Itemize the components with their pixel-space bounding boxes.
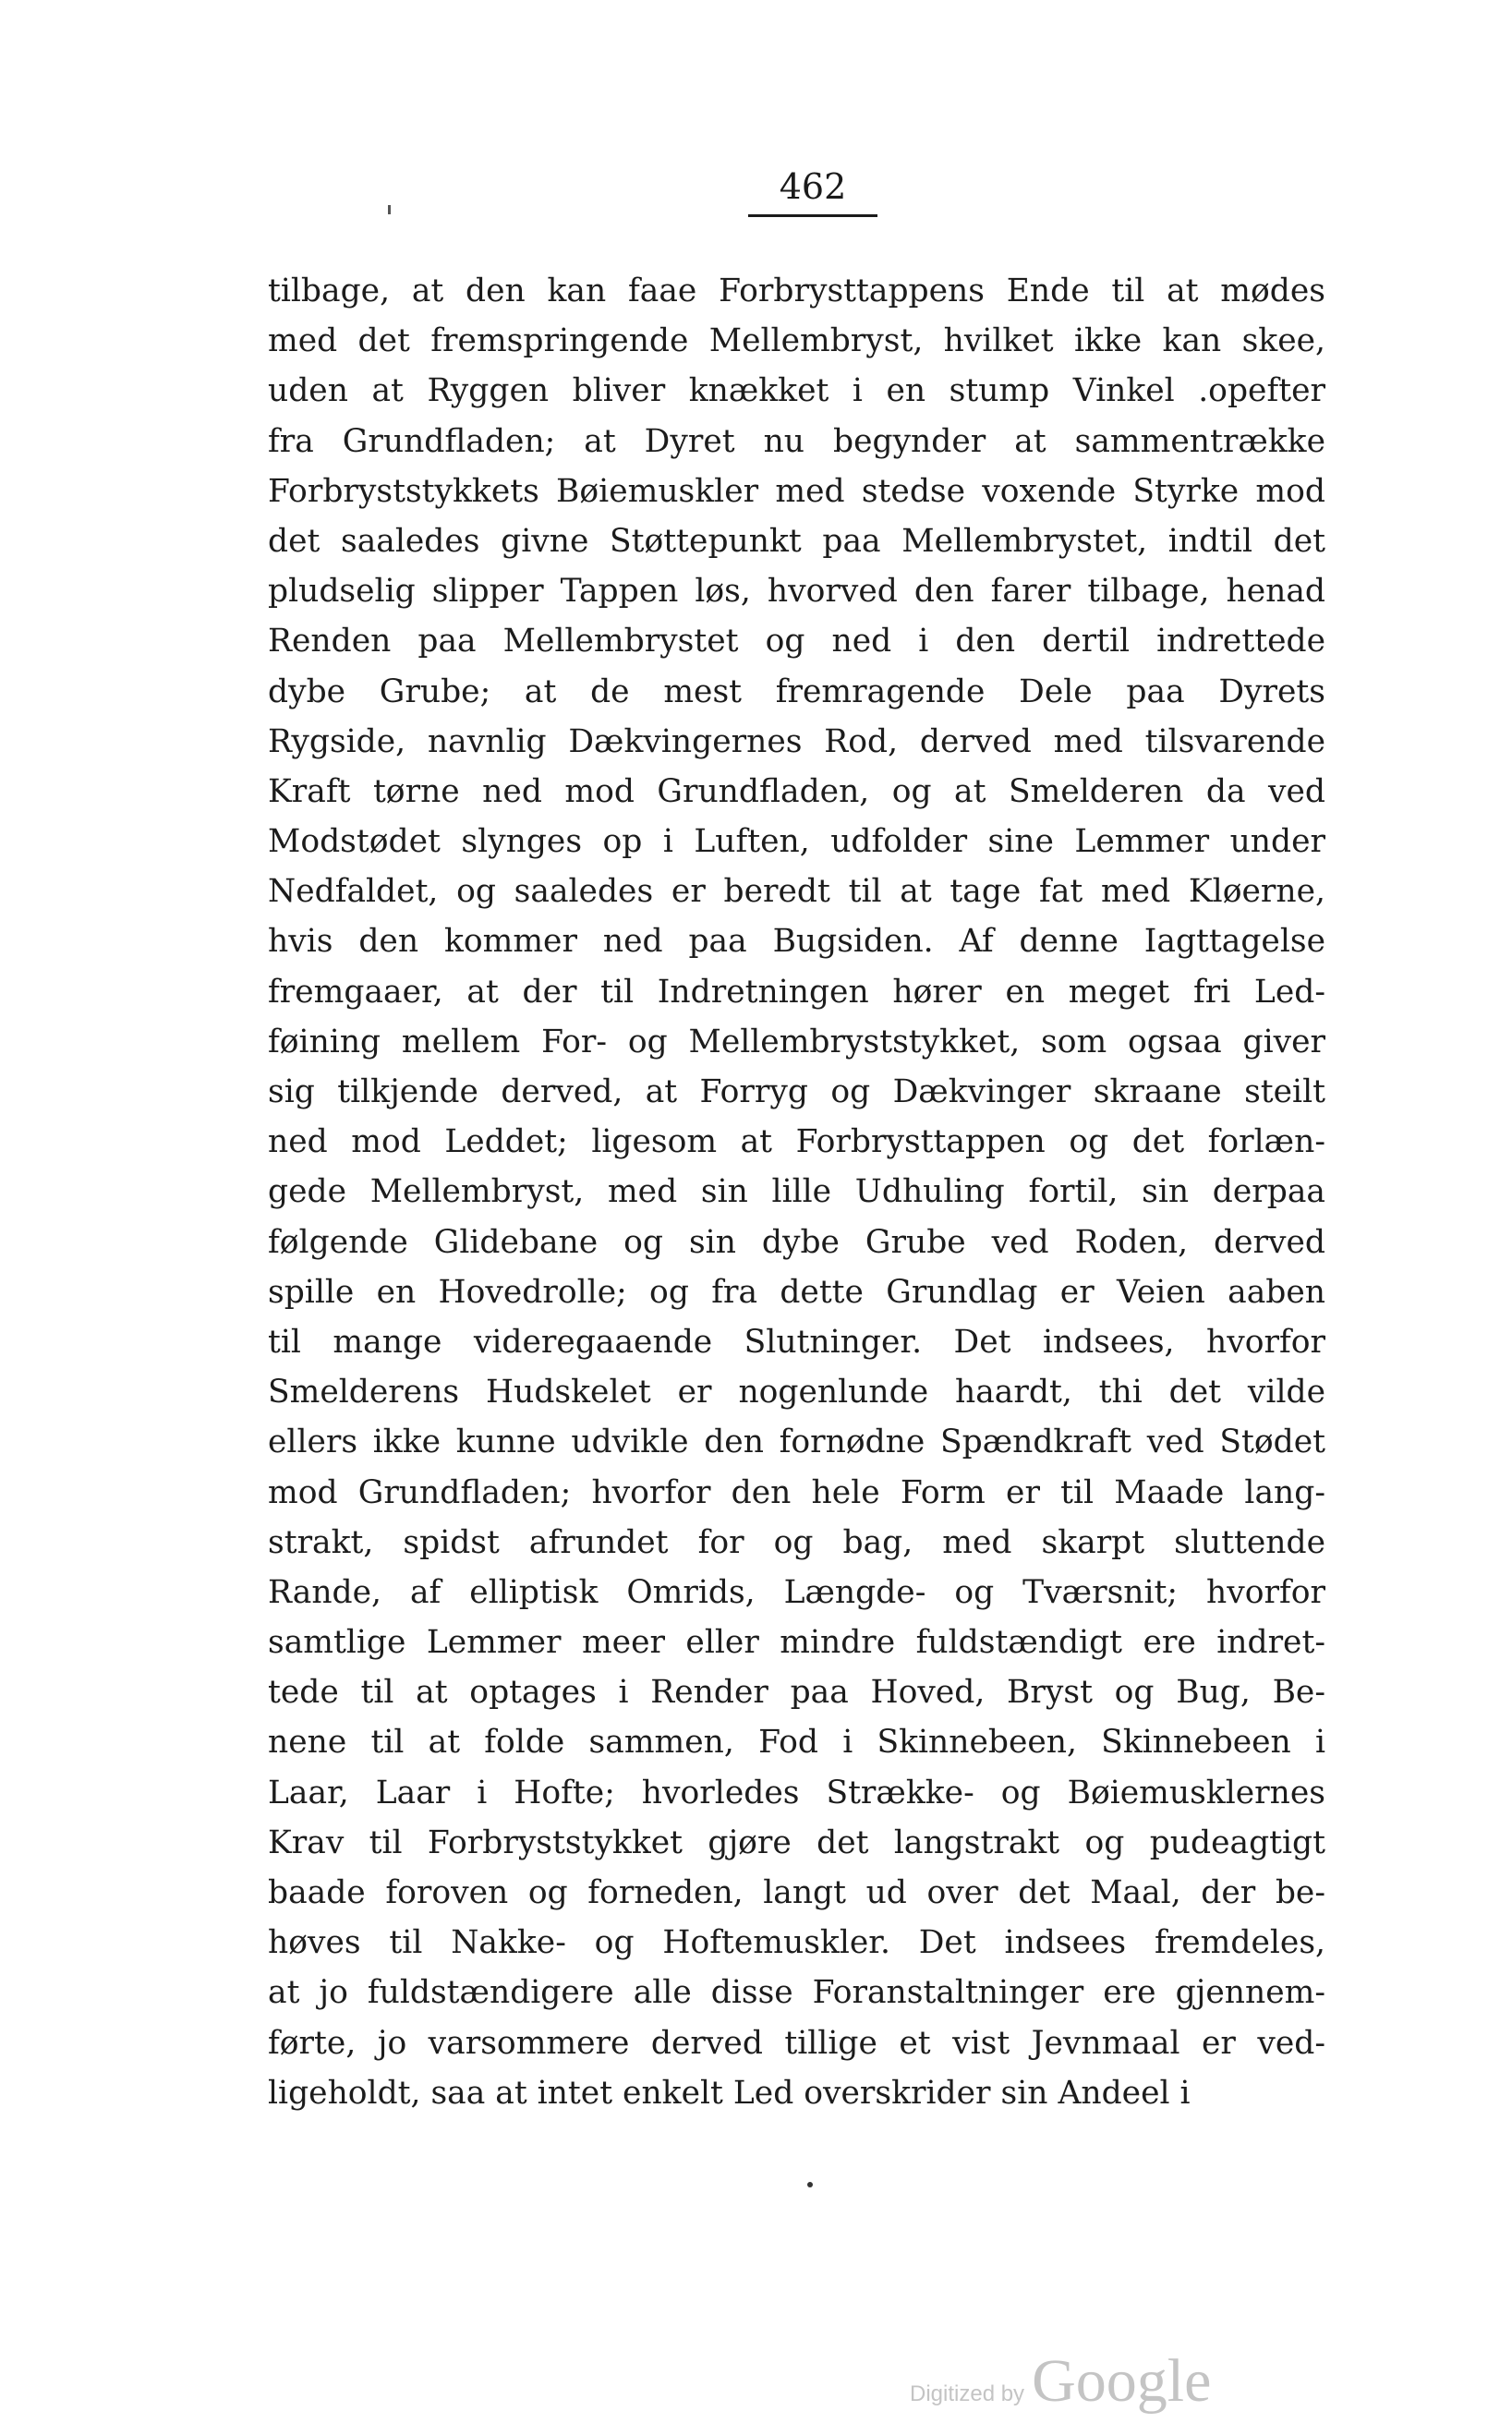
text-line: tede til at optages i Render paa Hoved, Bryst og Bug, Be-: [268, 1674, 1325, 1712]
text-line: ligeholdt, saa at intet enkelt Led overskrider sin Andeel i: [268, 2074, 1191, 2112]
text-line: fremgaaer, at der til Indretningen hører en meget fri Led-: [268, 973, 1325, 1011]
text-line: fra Grundfladen; at Dyret nu begynder at sammentrække: [268, 422, 1325, 460]
text-line: baade foroven og forneden, langt ud over det Maal, der be-: [268, 1874, 1325, 1911]
text-line: nene til at folde sammen, Fod i Skinnebeen, Skinnebeen i: [268, 1724, 1325, 1762]
text-line: Rande, af elliptisk Omrids, Længde- og Tværsnit; hvorfor: [268, 1573, 1325, 1611]
text-line: Renden paa Mellembrystet og ned i den dertil indrettede: [268, 623, 1325, 660]
text-line: pludselig slipper Tappen løs, hvorved den farer tilbage, henad: [268, 573, 1325, 611]
text-line: ellers ikke kunne udvikle den fornødne Spændkraft ved Stødet: [268, 1423, 1325, 1461]
body-text: [268, 266, 1325, 2118]
text-line: Krav til Forbryststykket gjøre det langstrakt og pudeagtigt: [268, 1823, 1325, 1861]
text-line: sig tilkjende derved, at Forryg og Dækvinger skraane steilt: [268, 1073, 1325, 1110]
text-line: Forbryststykkets Bøiemuskler med stedse voxende Styrke mod: [268, 472, 1325, 510]
page-number-underline: [748, 214, 877, 217]
text-line: strakt, spidst afrundet for og bag, med skarpt sluttende: [268, 1523, 1325, 1561]
text-line: gede Mellembryst, med sin lille Udhuling fortil, sin derpaa: [268, 1173, 1325, 1211]
text-line: Nedfaldet, og saaledes er beredt til at tage fat med Kløerne,: [268, 873, 1325, 911]
text-line: det saaledes givne Støttepunkt paa Mellembrystet, indtil det: [268, 522, 1325, 560]
watermark-prefix: Digitized by: [910, 2381, 1025, 2406]
page-number: 462: [779, 166, 847, 207]
text-line: Smelderens Hudskelet er nogenlunde haardt, thi det vilde: [268, 1374, 1325, 1411]
text-line: førte, jo varsommere derved tillige et vist Jevnmaal er ved-: [268, 2024, 1325, 2062]
watermark-brand: Google: [1032, 2347, 1212, 2415]
text-line: spille en Hovedrolle; og fra dette Grundlag er Veien aaben: [268, 1273, 1325, 1311]
text-line: mod Grundfladen; hvorfor den hele Form er til Maade lang-: [268, 1473, 1325, 1511]
text-line: Rygside, navnlig Dækvingernes Rod, derved med tilsvarende: [268, 722, 1325, 760]
text-line: Modstødet slynges op i Luften, udfolder sine Lemmer under: [268, 823, 1325, 861]
text-line: til mange videregaaende Slutninger. Det indsees, hvorfor: [268, 1323, 1325, 1361]
text-line: høves til Nakke- og Hoftemuskler. Det indsees fremdeles,: [268, 1924, 1325, 1962]
text-line: Kraft tørne ned mod Grundfladen, og at Smelderen da ved: [268, 772, 1325, 810]
text-line: med det fremspringende Mellembryst, hvilket ikke kan skee,: [268, 322, 1325, 360]
text-line: at jo fuldstændigere alle disse Foranstaltninger ere gjennem-: [268, 1974, 1325, 2012]
margin-mark: [388, 205, 391, 214]
text-line: føining mellem For- og Mellembryststykket, som ogsaa giver: [268, 1023, 1325, 1060]
text-line: samtlige Lemmer meer eller mindre fuldstændigt ere indret-: [268, 1624, 1325, 1662]
text-line: hvis den kommer ned paa Bugsiden. Af denne Iagttagelse: [268, 923, 1325, 961]
digitization-watermark: [910, 2346, 1211, 2417]
text-line: ned mod Leddet; ligesom at Forbrysttappen og det forlæn-: [268, 1123, 1325, 1161]
text-line: uden at Ryggen bliver knækket i en stump Vinkel .opefter: [268, 372, 1325, 410]
text-line: Laar, Laar i Hofte; hvorledes Strække- og Bøiemusklernes: [268, 1774, 1325, 1811]
text-line: tilbage, at den kan faae Forbrysttappens Ende til at mødes: [268, 273, 1325, 309]
ink-speck: [807, 2182, 813, 2187]
text-line: dybe Grube; at de mest fremragende Dele paa Dyrets: [268, 672, 1325, 710]
text-line: følgende Glidebane og sin dybe Grube ved Roden, derved: [268, 1223, 1325, 1261]
